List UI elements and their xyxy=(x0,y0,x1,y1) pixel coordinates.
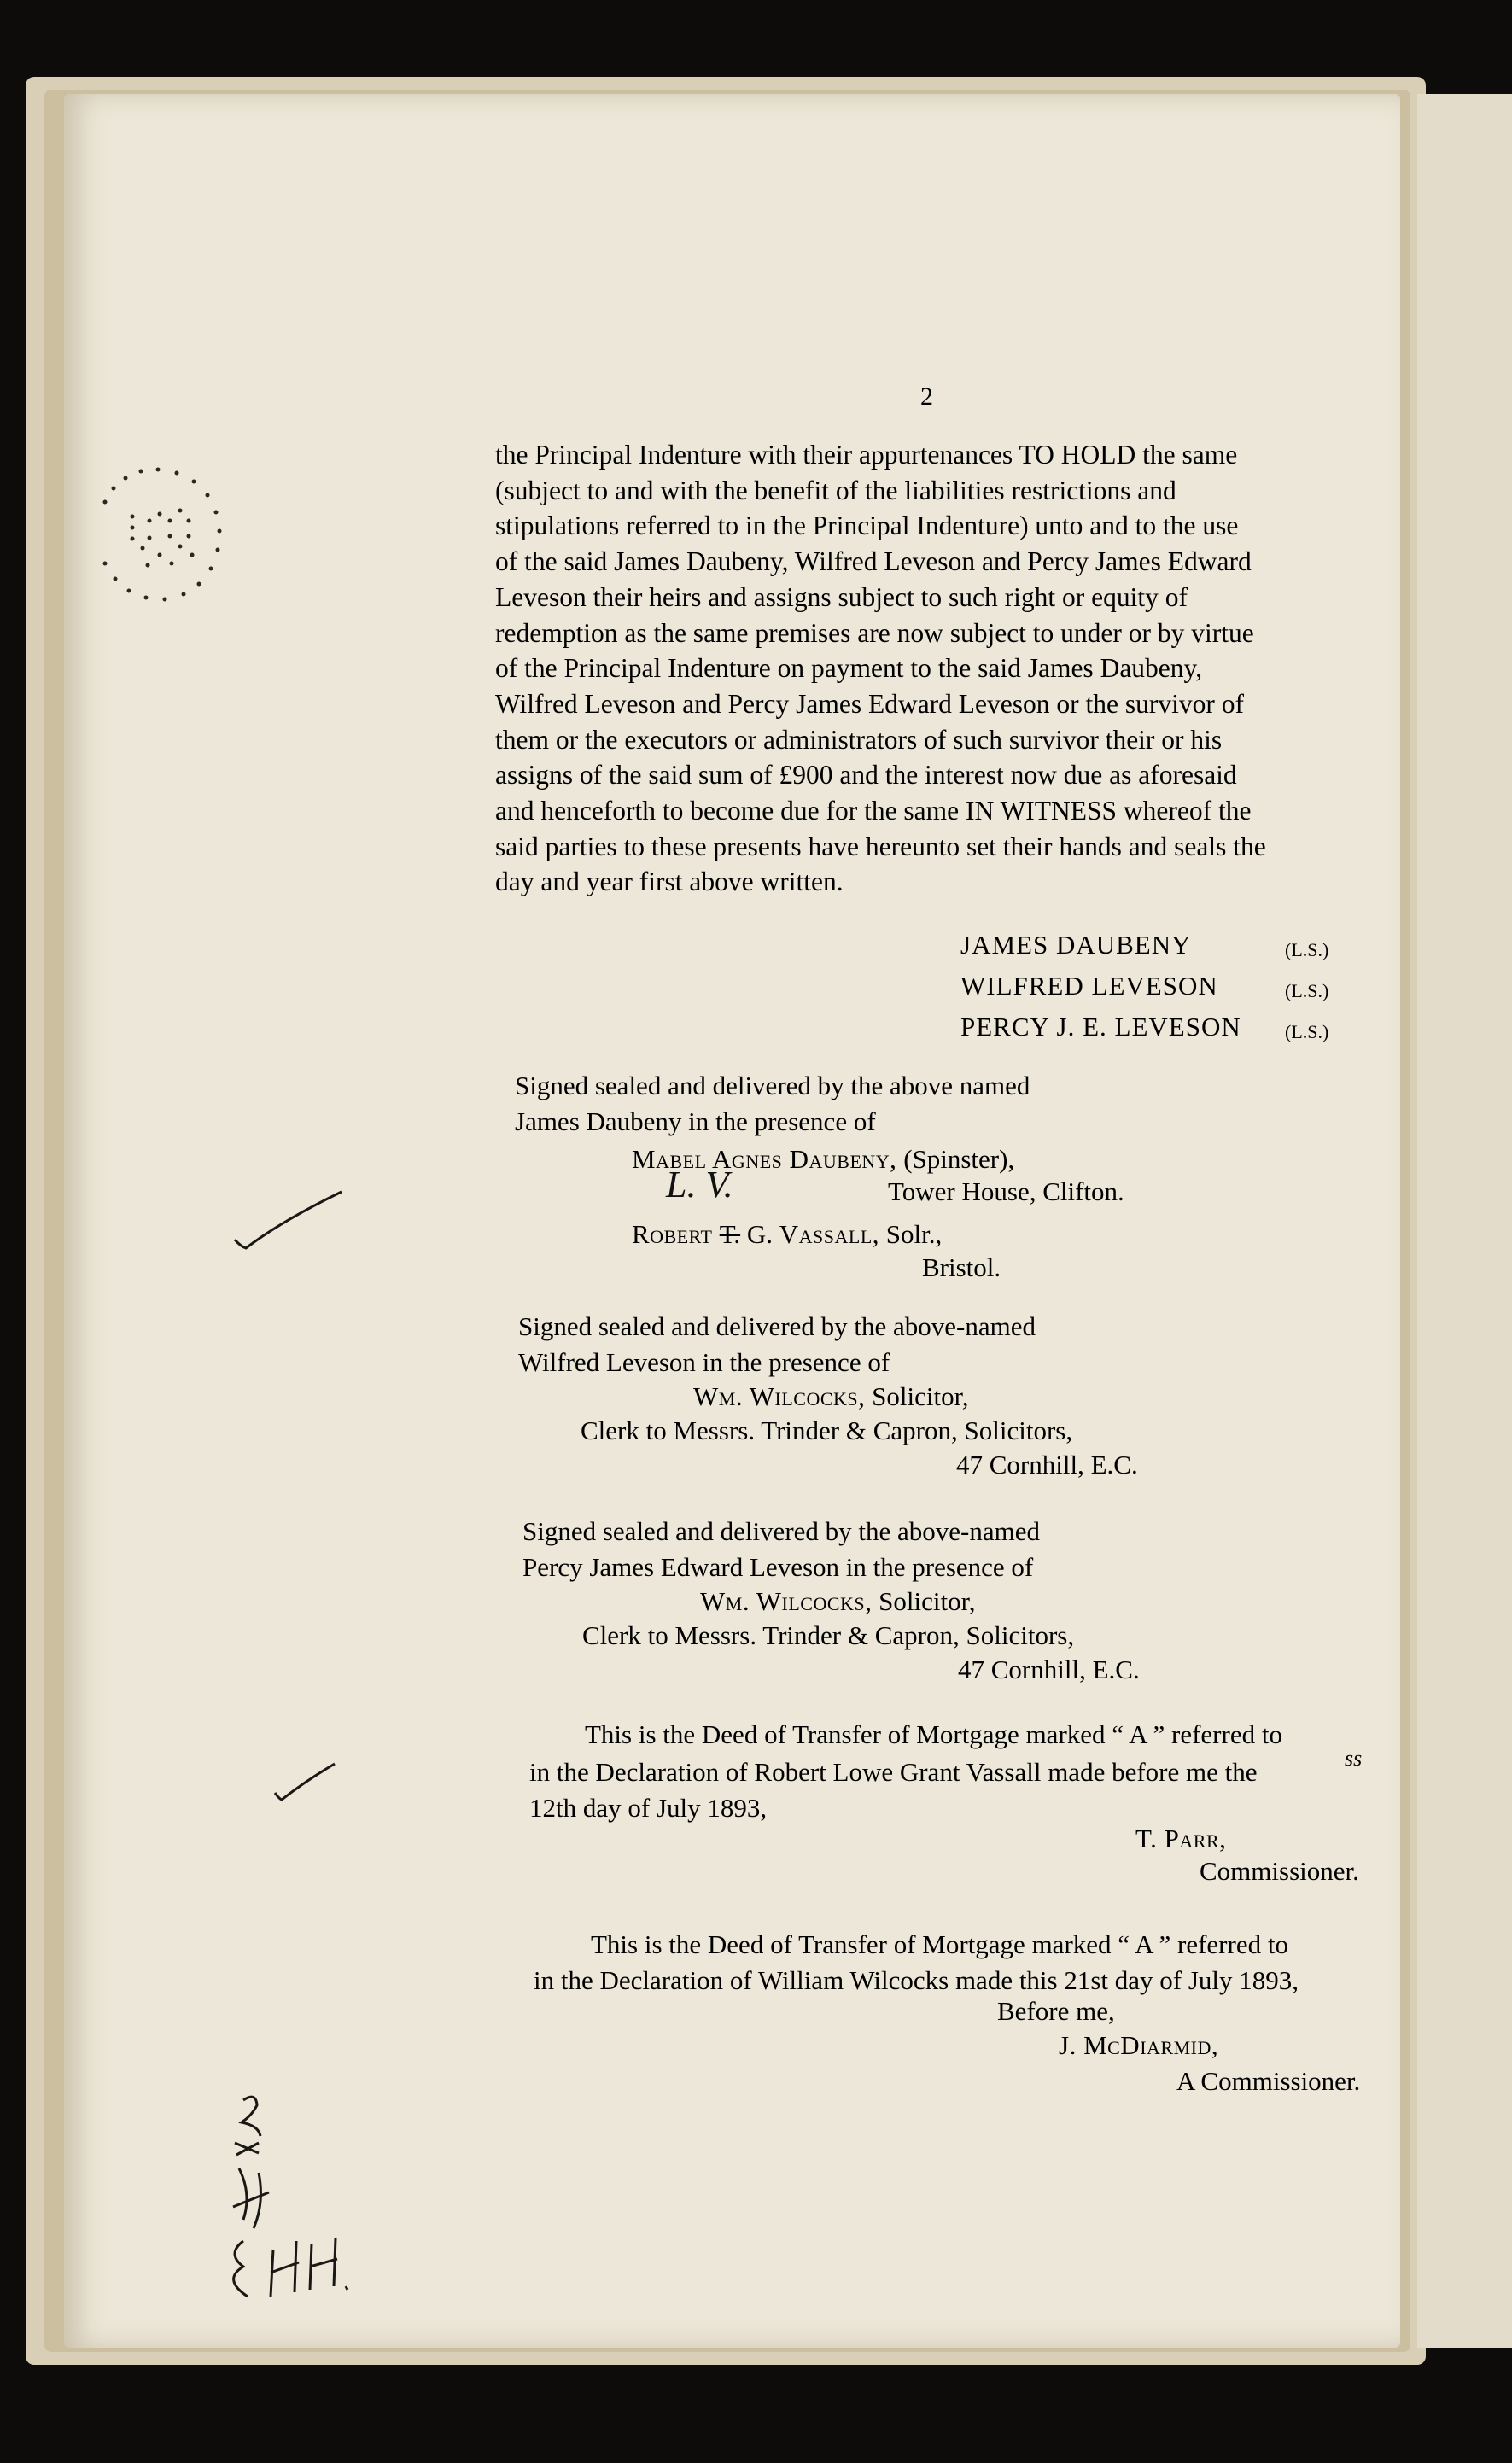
seal-mark: (L.S.) xyxy=(1285,939,1329,960)
attestation-2-address: 47 Cornhill, E.C. xyxy=(956,1450,1138,1480)
page-number: 2 xyxy=(920,382,933,411)
body-line: (subject to and with the benefit of the liabilities restrictions and xyxy=(495,475,1176,505)
attestation-2-line1: Signed sealed and delivered by the above-named xyxy=(518,1311,1036,1341)
certificate-1-line1: This is the Deed of Transfer of Mortgage marked “ A ” referred to xyxy=(585,1719,1282,1749)
attestation-3-witness-title: Solicitor, xyxy=(872,1586,976,1616)
certificate-2-before-me: Before me, xyxy=(997,1996,1115,2026)
handwritten-initials-icon xyxy=(218,2092,371,2314)
body-line: of the Principal Indenture on payment to the said James Daubeny, xyxy=(495,653,1203,684)
attestation-3-witness xyxy=(700,1585,975,1619)
witness-2-title: Solr., xyxy=(879,1219,943,1249)
seal-mark: (L.S.) xyxy=(1285,1021,1329,1042)
attestation-3-address: 47 Cornhill, E.C. xyxy=(958,1655,1140,1684)
body-line: redemption as the same premises are now subject to under or by virtue xyxy=(495,617,1254,648)
certificate-1-signer: T. Parr, xyxy=(1135,1824,1227,1853)
witness-1-name: Mabel Agnes Daubeny, xyxy=(632,1144,897,1174)
signatory-name: JAMES DAUBENY xyxy=(960,930,1192,960)
signatory-row xyxy=(960,927,1328,968)
attestation-1-line2: James Daubeny in the presence of xyxy=(515,1106,876,1136)
attestation-2-line2: Wilfred Leveson in the presence of xyxy=(518,1347,890,1377)
perforated-stamp-icon xyxy=(64,435,252,649)
body-line: Wilfred Leveson and Percy James Edward Leveson or the survivor of xyxy=(495,688,1244,719)
attestation-2-clerk: Clerk to Messrs. Trinder & Capron, Solicitors, xyxy=(581,1415,1073,1445)
witness-1-note: (Spinster), xyxy=(896,1144,1015,1174)
struck-initial: T. xyxy=(719,1219,741,1249)
certificate-2-role: A Commissioner. xyxy=(1176,2066,1361,2096)
attestation-3-clerk: Clerk to Messrs. Trinder & Capron, Solicitors, xyxy=(582,1620,1075,1650)
attestation-2-witness xyxy=(693,1380,968,1414)
facing-page-edge xyxy=(1417,94,1512,2348)
handwritten-corrections: L. V. xyxy=(666,1164,733,1205)
certificate-2-signer: J. McDiarmid, xyxy=(1059,2030,1219,2060)
check-mark-icon xyxy=(231,1187,350,1255)
deed-body-text xyxy=(495,437,1353,900)
certificate-1-handwritten-insert: ss xyxy=(1345,1746,1363,1771)
witness-2 xyxy=(632,1217,942,1252)
signatory-name: WILFRED LEVESON xyxy=(960,971,1218,1001)
certificate-1-role: Commissioner. xyxy=(1200,1856,1359,1886)
attestation-3-line2: Percy James Edward Leveson in the presence of xyxy=(522,1552,1034,1582)
attestation-2-witness-title: Solicitor, xyxy=(865,1381,969,1411)
certificate-1-date: 12th day of July 1893, xyxy=(529,1793,768,1823)
body-line: assigns of the said sum of £900 and the interest now due as aforesaid xyxy=(495,760,1237,791)
body-line: of the said James Daubeny, Wilfred Leveson and Percy James Edward xyxy=(495,546,1252,577)
signatories-block xyxy=(960,927,1328,1050)
seal-mark: (L.S.) xyxy=(1285,980,1329,1001)
body-line: stipulations referred to in the Principal Indenture) unto and to the use xyxy=(495,511,1239,541)
signatory-row xyxy=(960,968,1328,1009)
witness-1-address: Tower House, Clifton. xyxy=(888,1176,1124,1206)
attestation-1-line1: Signed sealed and delivered by the above named xyxy=(515,1071,1030,1100)
body-line: them or the executors or administrators of such survivor their or his xyxy=(495,724,1223,755)
body-line: said parties to these presents have hereunto set their hands and seals the xyxy=(495,831,1266,861)
body-line: the Principal Indenture with their appurtenances TO HOLD the same xyxy=(495,440,1238,470)
body-line: and henceforth to become due for the same IN WITNESS whereof the xyxy=(495,796,1252,826)
witness-2-city: Bristol. xyxy=(922,1252,1001,1282)
body-line: Leveson their heirs and assigns subject to such right or equity of xyxy=(495,581,1188,612)
witness-2-prefix: Robert xyxy=(632,1219,720,1249)
signatory-row xyxy=(960,1009,1328,1050)
witness-2-mid: G. xyxy=(740,1219,779,1249)
body-line: day and year first above written. xyxy=(495,867,844,897)
witness-2-surname: Vassall, xyxy=(779,1219,880,1249)
check-mark-icon xyxy=(271,1760,340,1803)
attestation-3-witness-name: Wm. Wilcocks, xyxy=(700,1586,873,1616)
attestation-3-line1: Signed sealed and delivered by the above-named xyxy=(522,1516,1040,1546)
certificate-2-line2: in the Declaration of William Wilcocks made this 21st day of July 1893, xyxy=(534,1965,1299,1995)
certificate-2-line1: This is the Deed of Transfer of Mortgage marked “ A ” referred to xyxy=(591,1929,1288,1959)
attestation-2-witness-name: Wm. Wilcocks, xyxy=(693,1381,866,1411)
signatory-name: PERCY J. E. LEVESON xyxy=(960,1012,1241,1042)
certificate-1-line2: in the Declaration of Robert Lowe Grant Vassall made before me the xyxy=(529,1757,1258,1787)
